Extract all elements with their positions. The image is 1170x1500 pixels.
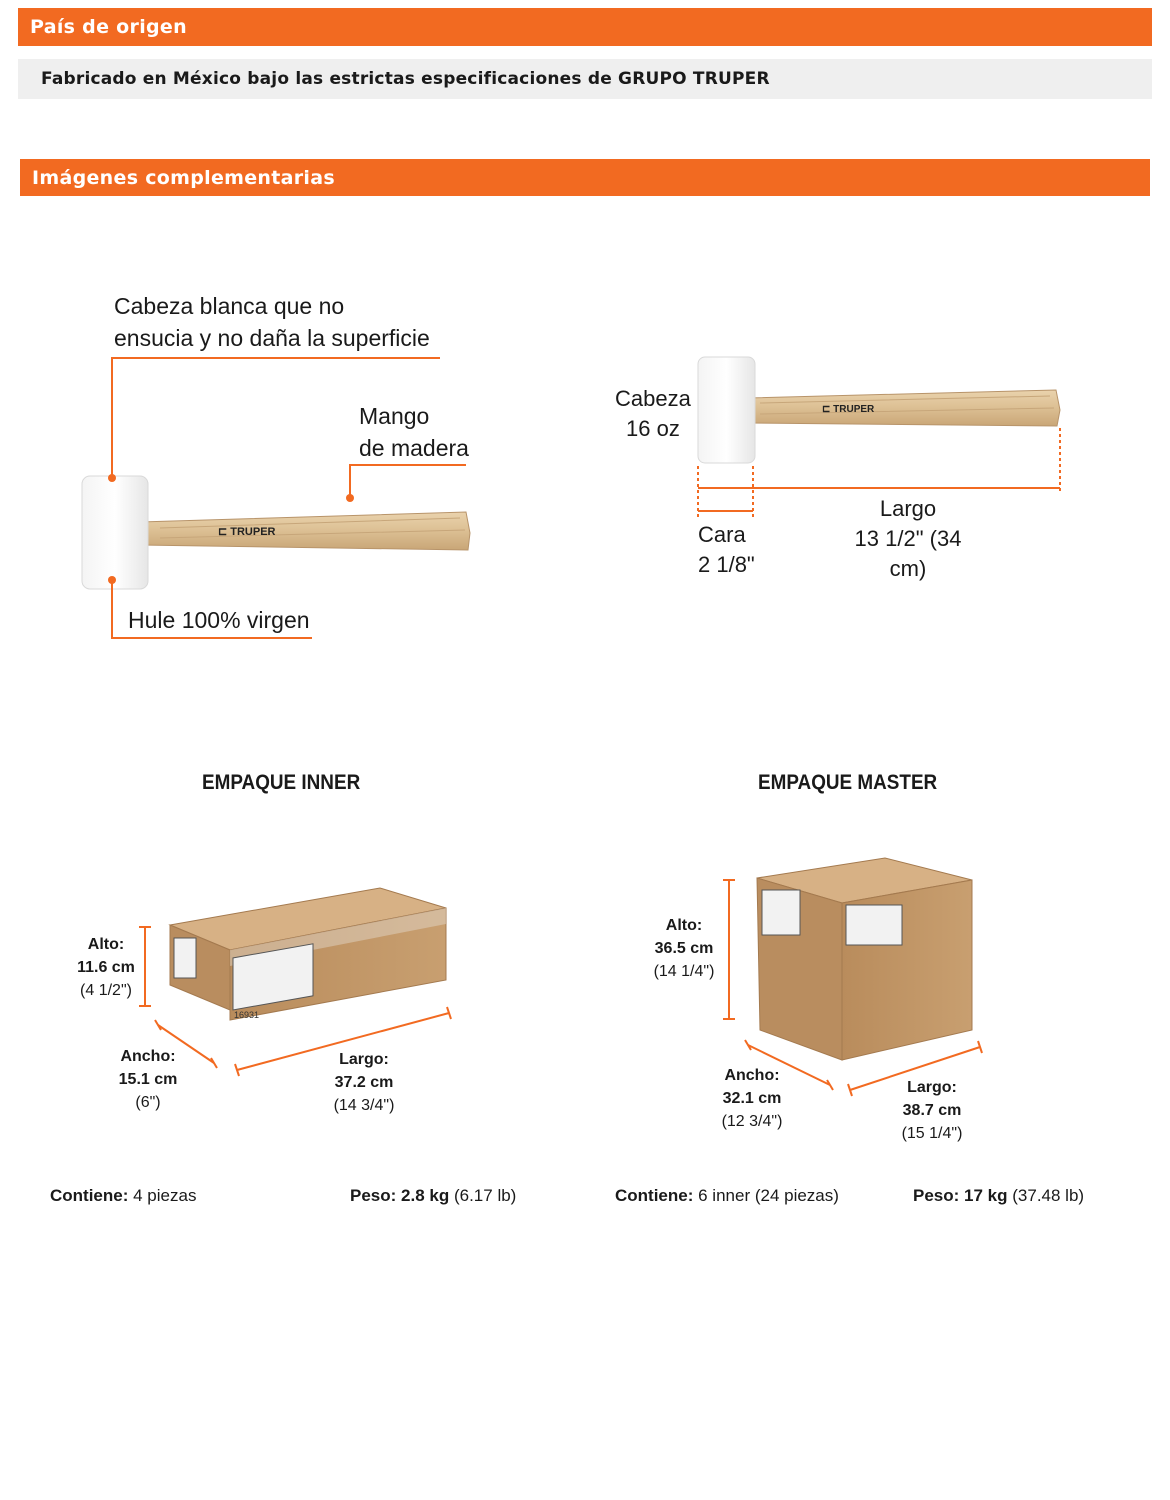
hammer-right-handle [748, 390, 1060, 426]
inner-weight-label: Peso: [350, 1186, 397, 1205]
master-contents [615, 1186, 839, 1206]
inner-alto-in: (4 1/2") [80, 982, 132, 999]
inner-ancho-cm: 15.1 cm [118, 1071, 178, 1088]
master-largo-cm: 38.7 cm [902, 1102, 962, 1119]
master-largo-label: Largo: [907, 1079, 957, 1096]
inner-box [170, 888, 446, 1020]
callout-handle-line2: de madera [359, 435, 469, 461]
inner-largo-cm: 37.2 cm [334, 1074, 394, 1091]
inner-box-code: 16931 [234, 1010, 260, 1020]
master-contents-label: Contiene: [615, 1186, 694, 1205]
master-title: EMPAQUE MASTER [758, 771, 938, 794]
hammer-length-value: 13 1/2" [854, 526, 924, 551]
master-largo-in: (15 1/4") [901, 1125, 963, 1142]
inner-ancho [108, 1045, 188, 1114]
master-alto-label: Alto: [665, 917, 703, 934]
master-alto [644, 914, 724, 983]
head-weight-label: Cabeza [615, 386, 691, 411]
face-size [698, 520, 755, 580]
callout-handle [359, 400, 469, 464]
master-largo [890, 1076, 974, 1145]
truper-logo-left: ⊏ TRUPER [218, 526, 276, 538]
inner-title: EMPAQUE INNER [202, 771, 361, 794]
callout-handle-line1: Mango [359, 403, 430, 429]
hammer-length [838, 494, 978, 584]
hammer-left [82, 476, 470, 589]
master-contents-value: 6 inner (24 piezas) [698, 1186, 839, 1205]
face-size-value: 2 1/8" [698, 552, 755, 577]
master-ancho-label: Ancho: [724, 1067, 780, 1084]
origin-header-text: País de origen [30, 16, 187, 38]
head-weight [615, 384, 691, 444]
inner-ancho-in: (6") [135, 1094, 161, 1111]
inner-ancho-label: Ancho: [120, 1048, 176, 1065]
inner-contents [50, 1186, 196, 1206]
inner-alto-cm: 11.6 cm [77, 959, 135, 976]
origin-text: Fabricado en México bajo las estrictas especificaciones de GRUPO TRUPER [41, 69, 770, 89]
hammer-length-metric: (34 cm) [889, 526, 962, 581]
hammer-length-label: Largo [879, 496, 937, 521]
inner-largo [322, 1048, 406, 1117]
inner-contents-value: 4 piezas [133, 1186, 197, 1205]
inner-largo-in: (14 3/4") [333, 1097, 395, 1114]
master-alto-in: (14 1/4") [653, 963, 715, 980]
master-weight-label: Peso: [913, 1186, 960, 1205]
face-size-label: Cara [698, 522, 746, 547]
callout-head-line2: ensucia y no daña la superficie [114, 325, 430, 351]
callout-rubber: Hule 100% virgen [128, 607, 310, 633]
master-ancho-cm: 32.1 cm [722, 1090, 782, 1107]
inner-largo-label: Largo: [339, 1051, 389, 1068]
truper-logo-right: ⊏ TRUPER [822, 404, 875, 415]
master-weight-lb: (37.48 lb) [1012, 1186, 1085, 1205]
inner-weight [350, 1186, 516, 1206]
inner-alto-label: Alto: [87, 936, 125, 953]
master-ancho-in: (12 3/4") [721, 1113, 783, 1130]
inner-alto [66, 933, 146, 1002]
master-alto-cm: 36.5 cm [654, 940, 714, 957]
head-weight-value: 16 oz [626, 416, 680, 441]
master-ancho [710, 1064, 794, 1133]
master-weight [913, 1186, 1084, 1206]
master-box [757, 858, 972, 1060]
images-header-text: Imágenes complementarias [32, 166, 335, 189]
inner-weight-value: 2.8 kg [401, 1186, 450, 1205]
callout-head [114, 290, 430, 354]
hammer-right [698, 357, 1060, 463]
hammer-left-head [82, 476, 148, 589]
inner-contents-label: Contiene: [50, 1186, 129, 1205]
master-weight-value: 17 kg [964, 1186, 1008, 1205]
inner-weight-lb: (6.17 lb) [453, 1186, 517, 1205]
callout-head-line1: Cabeza blanca que no [114, 293, 345, 319]
hammer-right-head [698, 357, 755, 463]
